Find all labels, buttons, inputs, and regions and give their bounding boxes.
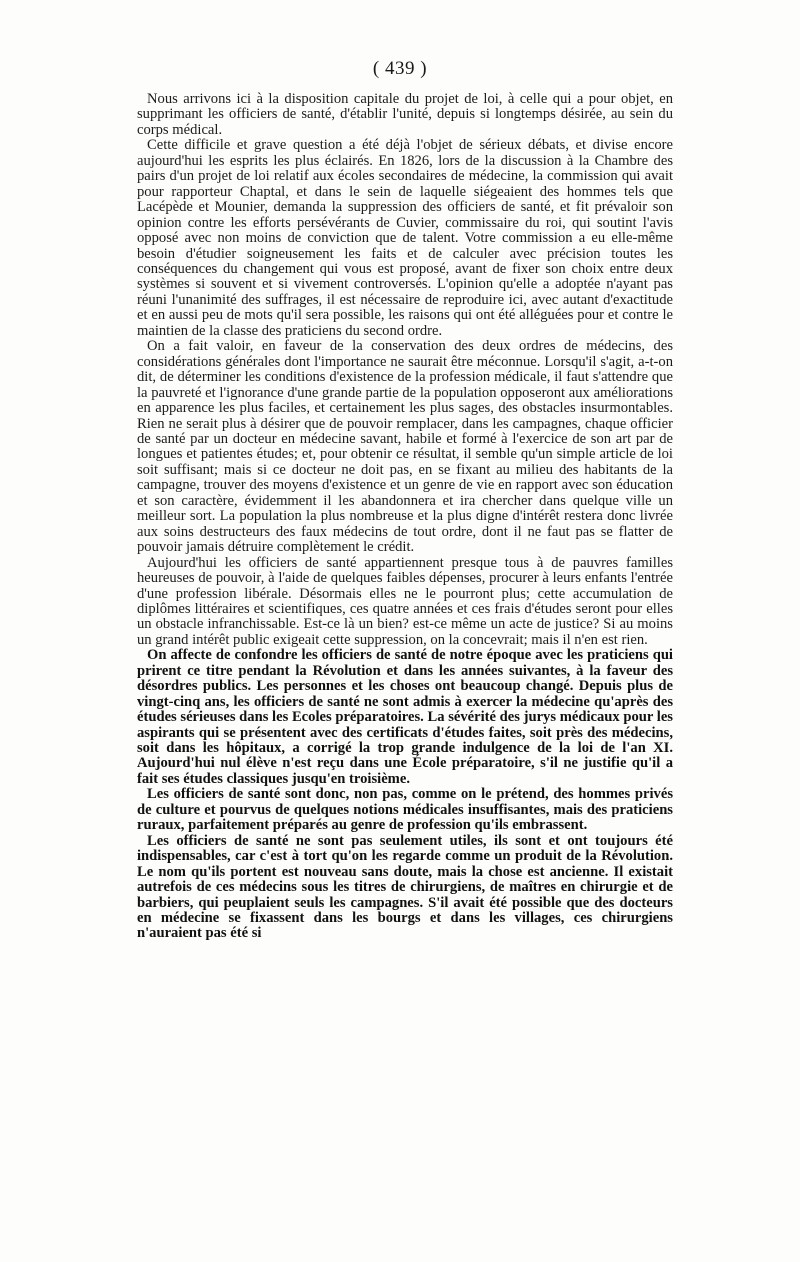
paragraph-1: Nous arrivons ici à la disposition capitale du projet de loi, à celle qui a pour objet, en supprimant les officiers de santé, d'établir l'unité, depuis si longtemps désirée, au sein du corps médical. (137, 91, 673, 138)
paragraph-6: Les officiers de santé sont donc, non pas, comme on le prétend, des hommes privés de culture et pourvus de quelques notions médicales insuffisantes, mais des praticiens ruraux, parfaitement préparés au genre de profession qu'ils embrassent. (137, 786, 673, 834)
paragraph-7: Les officiers de santé ne sont pas seulement utiles, ils sont et ont toujours été indispensables, car c'est à tort qu'on les regarde comme un produit de la Révolution. Le nom qu'ils portent est nouveau sans doute, mais la chose est ancienne. Il existait autrefois de ces médecins sous les titres de chirurgiens, de maîtres en chirurgie et de barbiers, qui peuplaient seuls les campagnes. S'il avait été possible que des docteurs en médecine se fixassent dans les bourgs et dans les villages, ces chirurgiens n'auraient pas été si (137, 832, 673, 942)
paragraph-2: Cette difficile et grave question a été déjà l'objet de sérieux débats, et divise encore aujourd'hui les esprits les plus éclairés. En 1826, lors de la discussion à la Chambre des pairs d'un projet de loi relatif aux écoles secondaires de médecine, la commission qui avait pour rapporteur Chaptal, et dans le sein de laquelle siégeaient des hommes tels que Lacépède et Mounier, demanda la suppression des officiers de santé, et fit prévaloir son opinion contre les efforts persévérants de Cuvier, commissaire du roi, qui soutint l'avis opposé avec non moins de conviction que de talent. Votre commission a eu elle-même besoin d'étudier soigneusement les faits et de calculer avec précision toutes les conséquences du changement qui vous est proposé, avant de fixer son choix entre deux systèmes si souvent et si vivement controversés. L'opinion qu'elle a adoptée n'ayant pas réuni l'unanimité des suffrages, il est nécessaire de reproduire ici, avec autant d'exactitude et en aussi peu de mots qu'il sera possible, les raisons qui ont été alléguées pour et contre le maintien de la classe des praticiens du second ordre. (137, 137, 673, 339)
paragraph-5: On affecte de confondre les officiers de santé de notre époque avec les praticiens qui prirent ce titre pendant la Révolution et dans les années suivantes, à la faveur des désordres publics. Les personnes et les choses ont beaucoup changé. Depuis plus de vingt-cinq ans, les officiers de santé ne sont admis à exercer la médecine qu'après des études sérieuses dans les Ecoles préparatoires. La sévérité des jurys médicaux pour les aspirants qui se présentent avec des certificats d'études faites, soit près des médecins, soit dans les hôpitaux, a corrigé la trop grande indulgence de la loi de l'an XI. Aujourd'hui nul élève n'est reçu dans une École préparatoire, s'il ne justifie qu'il a fait ses études classiques jusqu'en troisième. (137, 647, 673, 787)
page-body-text (137, 92, 673, 942)
paragraph-4: Aujourd'hui les officiers de santé appartiennent presque tous à de pauvres familles heureuses de pouvoir, à l'aide de quelques faibles dépenses, procurer à leurs enfants l'entrée d'une profession libérale. Désormais elles ne le pourront plus; cette accumulation de diplômes littéraires et scientifiques, ces quatre années et ces frais d'études seront pour elles un obstacle infranchissable. Est-ce là un bien? est-ce même un acte de justice? Si au moins un grand intérêt public exigeait cette suppression, on la concevrait; mais il n'en est rien. (137, 554, 673, 648)
page-number: ( 439 ) (372, 58, 428, 79)
paragraph-3: On a fait valoir, en faveur de la conservation des deux ordres de médecins, des considérations générales dont l'importance ne saurait être méconnue. Lorsqu'il s'agit, a-t-on dit, de déterminer les conditions d'existence de la profession médicale, il faut s'attendre que la pauvreté et l'ignorance d'une grande partie de la population opposeront aux améliorations en apparence les plus faciles, et certainement les plus sages, des obstacles insurmontables. Rien ne serait plus à désirer que de pouvoir remplacer, dans les campagnes, chaque officier de santé par un docteur en médecine savant, habile et formé à l'exercice de son art par de longues et patientes études; et, pour obtenir ce résultat, il semble qu'un simple article de loi soit suffisant; mais si ce docteur ne doit pas, en se fixant au milieu des habitants de la campagne, trouver des moyens d'existence et un genre de vie en rapport avec son éducation et son caractère, évidemment il les abandonnera et ira chercher dans quelque ville un meilleur sort. La population la plus nombreuse et la plus digne d'intérêt restera donc livrée aux soins destructeurs des faux médecins de tout ordre, dont il ne faut pas se flatter de pouvoir jamais détruire complètement le crédit. (137, 338, 673, 556)
